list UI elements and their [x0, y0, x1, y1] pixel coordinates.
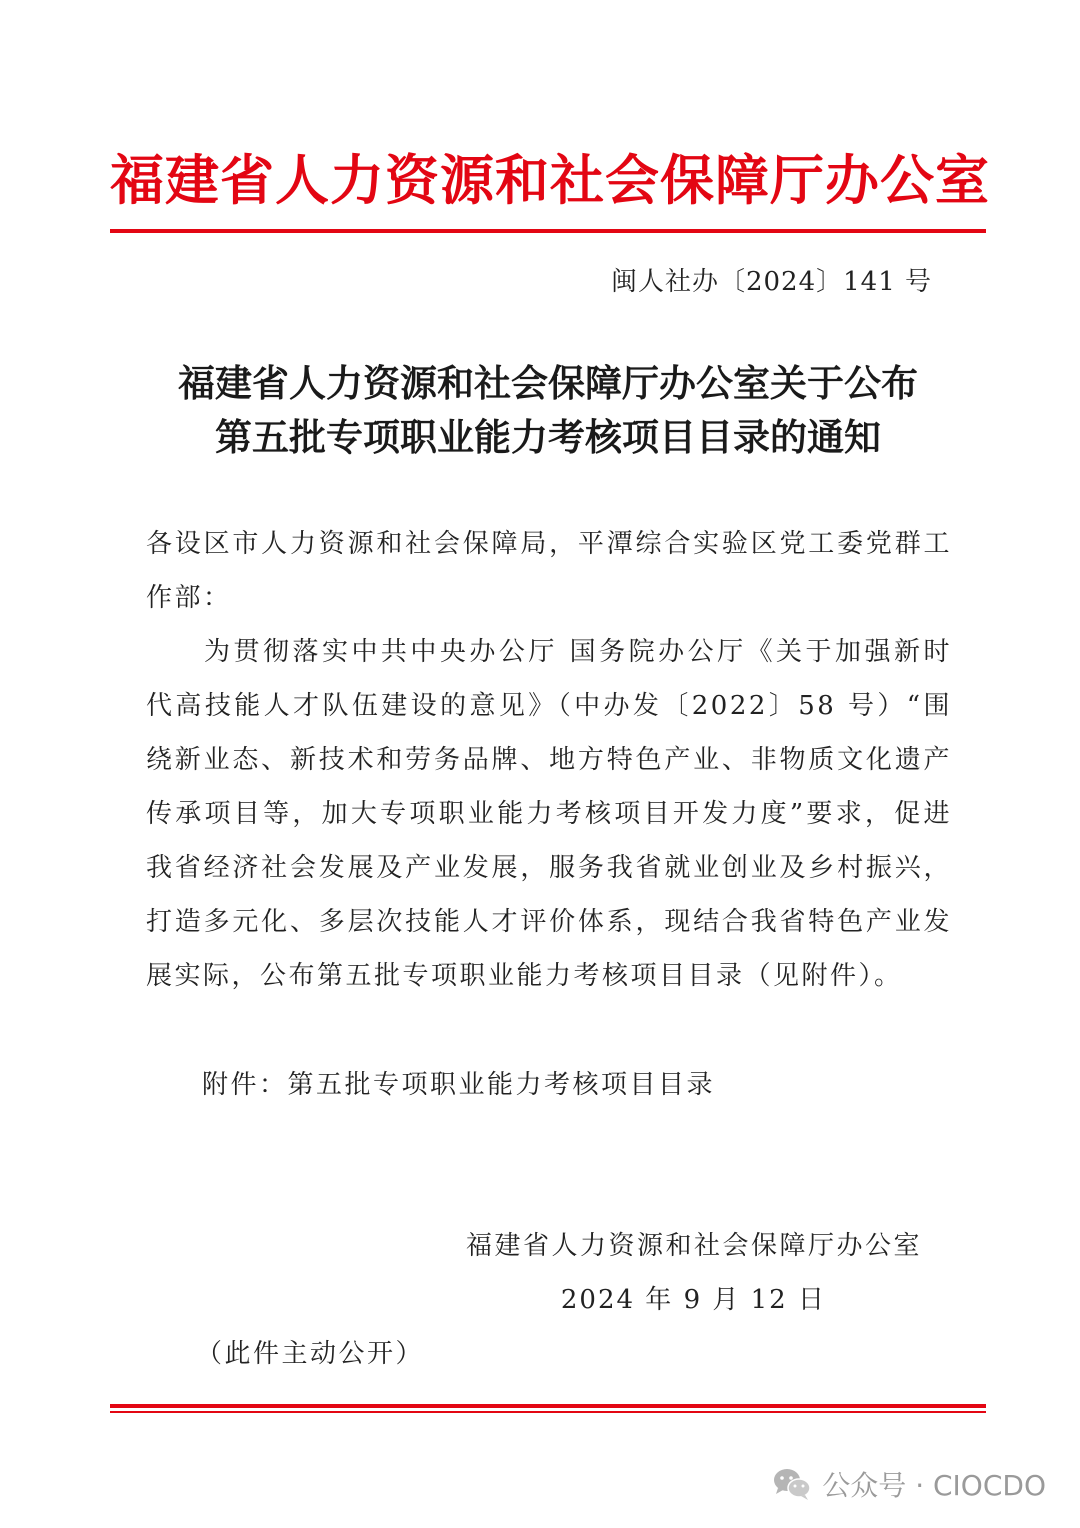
- document-title-line-1: 福建省人力资源和社会保障厅办公室关于公布: [178, 361, 918, 405]
- watermark-text: 公众号 · CIOCDO: [822, 1469, 1046, 1502]
- body-paragraph: 为贯彻落实中共中央办公厅 国务院办公厅《关于加强新时代高技能人才队伍建设的意见》（中办发〔2022〕58 号）“围绕新业态、新技术和劳务品牌、地方特色产业、非物质文化遗产传承项目等，加大专项职业能力考核项目开发力度”要求，促进我省经济社会发展及产业发展，服务我省就业创业及乡村振兴，打造多元化、多层次技能人才评价体系，现结合我省特色产业发展实际，公布第五批专项职业能力考核项目目录（见附件）。: [146, 637, 952, 991]
- document-title-line-2: 第五批专项职业能力考核项目目录的通知: [215, 415, 881, 459]
- document-number: 闽人社办〔2024〕141 号: [610, 267, 932, 297]
- footer-red-rule-thin: [110, 1411, 986, 1413]
- attachment-line: 附件：第五批专项职业能力考核项目目录: [202, 1070, 716, 1100]
- addressee: 各设区市人力资源和社会保障局，平潭综合实验区党工委党群工作部：: [146, 529, 952, 613]
- footer-red-rule-thick: [110, 1404, 986, 1408]
- issuer-header: 福建省人力资源和社会保障厅办公室: [110, 148, 990, 212]
- signature-date: 2024 年 9 月 12 日: [560, 1285, 826, 1315]
- watermark: [772, 1462, 1046, 1506]
- header-red-rule: [110, 229, 986, 233]
- document-title: [110, 356, 986, 464]
- disclosure-note: （此件主动公开）: [196, 1339, 425, 1369]
- wechat-icon: [772, 1467, 812, 1501]
- signature-organization: 福建省人力资源和社会保障厅办公室: [465, 1231, 922, 1261]
